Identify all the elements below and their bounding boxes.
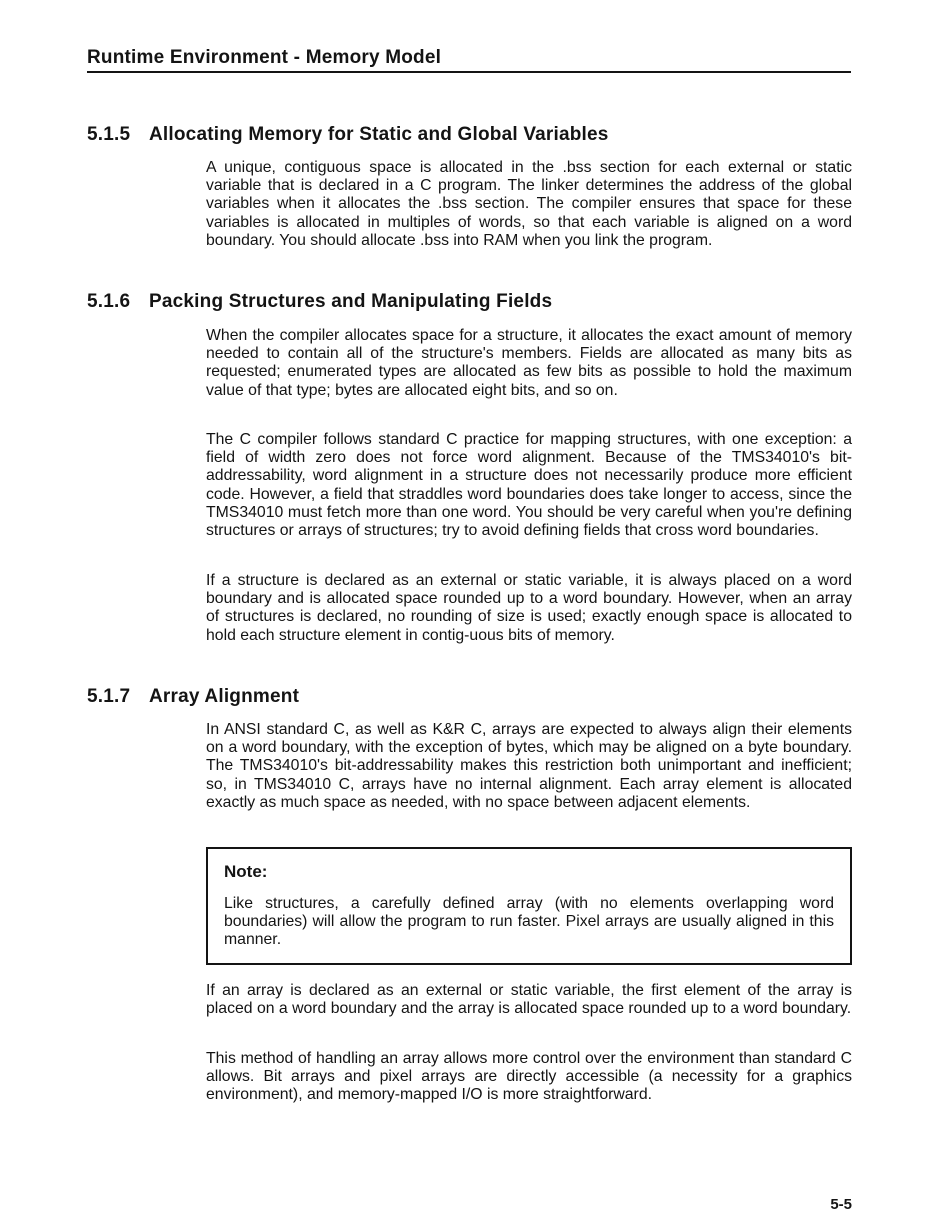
section-number: 5.1.7 <box>87 686 131 707</box>
note-title: Note: <box>224 862 268 881</box>
section-number: 5.1.5 <box>87 124 131 145</box>
paragraph: A unique, contiguous space is allocated in the .bss section for each external or static variable that is declared in a C program. The linker determines the address of the global variables when it allocates the .bss section. The compiler ensures that space for these variables is allocated in multiples of words, so that each variable is aligned on a word boundary. You should allocate .bss into RAM when you link the program. <box>206 159 852 249</box>
section-heading-5-1-5 <box>87 124 609 146</box>
header-rule <box>87 71 851 73</box>
section-title: Packing Structures and Manipulating Fields <box>149 291 553 312</box>
section-title: Allocating Memory for Static and Global Variables <box>149 124 609 145</box>
running-header: Runtime Environment - Memory Model <box>87 47 442 68</box>
section-title: Array Alignment <box>149 686 300 707</box>
paragraph: If a structure is declared as an external or static variable, it is always placed on a word boundary and is allocated space rounded up to a word boundary. However, when an array of structures is declared, no rounding of size is used; exactly enough space is allocated to hold each structure element in contig-uous bits of memory. <box>206 572 852 644</box>
paragraph: This method of handling an array allows more control over the environment than standard C allows. Bit arrays and pixel arrays are directly accessible (a necessity for a graphics environment), and memory-mapped I/O is more straightforward. <box>206 1050 852 1104</box>
paragraph: In ANSI standard C, as well as K&R C, arrays are expected to always align their elements on a word boundary, with the exception of bytes, which may be aligned on a byte boundary. The TMS34010's bit-addressability makes this restriction both unimportant and inefficient; so, in TMS34010 C, arrays have no internal alignment. Each array element is allocated exactly as much space as needed, with no space between adjacent elements. <box>206 721 852 811</box>
note-text: Like structures, a carefully defined array (with no elements overlapping word boundaries) will allow the program to run faster. Pixel arrays are usually aligned in this manner. <box>224 895 834 949</box>
paragraph: When the compiler allocates space for a structure, it allocates the exact amount of memory needed to contain all of the structure's members. Fields are allocated as many bits as requested; enumerated types are allocated as few bits as possible to hold the maximum value of that type; bytes are allocated eight bits, and so on. <box>206 327 852 399</box>
section-number: 5.1.6 <box>87 291 131 312</box>
section-heading-5-1-6 <box>87 291 552 313</box>
page-number: 5-5 <box>830 1196 852 1213</box>
paragraph: If an array is declared as an external or static variable, the first element of the array is placed on a word boundary and the array is allocated space rounded up to a word boundary. <box>206 982 852 1018</box>
section-heading-5-1-7 <box>87 686 299 708</box>
paragraph: The C compiler follows standard C practice for mapping structures, with one exception: a field of width zero does not force word alignment. Because of the TMS34010's bit-addressability, word alignment in a structure does not necessarily produce more efficient code. However, a field that straddles word boundaries does take longer to access, since the TMS34010 must fetch more than one word. You should be very careful when you're defining structures or arrays of structures; try to avoid defining fields that cross word boundaries. <box>206 431 852 540</box>
